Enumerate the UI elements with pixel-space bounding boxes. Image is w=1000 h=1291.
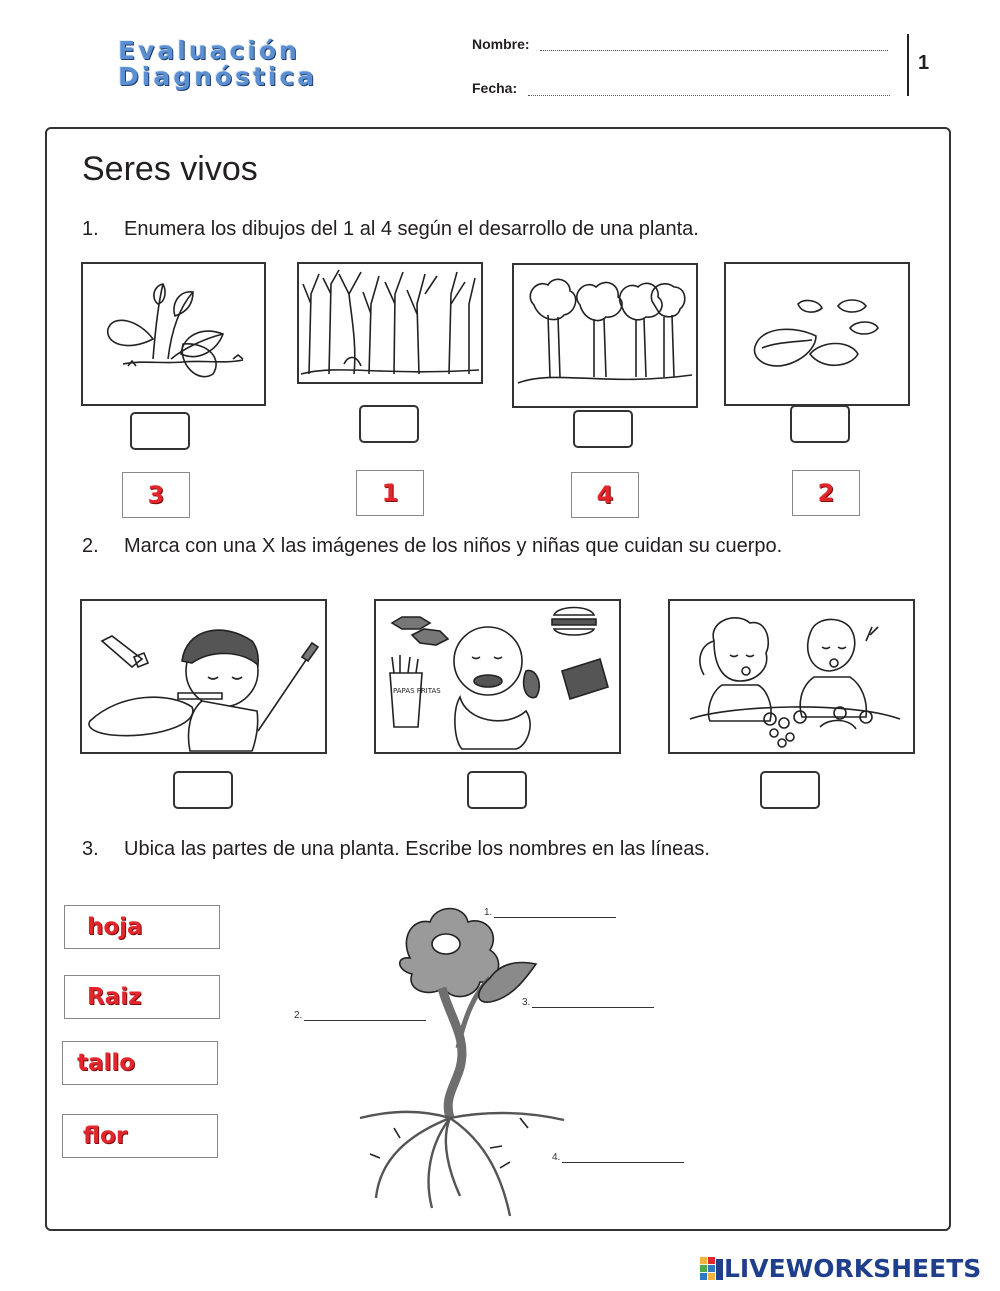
- q1-answer-1[interactable]: 3: [122, 472, 190, 518]
- brand-line-2: Diagnóstica: [118, 62, 318, 91]
- question-2-text: Marca con una X las imágenes de los niños y niñas que cuidan su cuerpo.: [124, 535, 783, 557]
- question-3-number: 3.: [82, 838, 99, 860]
- question-2: [82, 535, 782, 558]
- name-field[interactable]: [540, 50, 888, 51]
- date-field[interactable]: [528, 95, 890, 96]
- brand-line-1: Evaluación: [118, 36, 300, 65]
- bare-trees-icon: [297, 262, 483, 384]
- question-3: [82, 838, 710, 861]
- page-number: 1: [918, 52, 930, 74]
- q1-answer-2[interactable]: 1: [356, 470, 424, 516]
- question-2-number: 2.: [82, 535, 99, 557]
- name-label: Nombre:: [472, 36, 530, 52]
- liveworksheets-logo-icon: [700, 1257, 724, 1281]
- question-1-text: Enumera los dibujos del 1 al 4 según el desarrollo de una planta.: [124, 218, 699, 240]
- plant-line-2[interactable]: [304, 1020, 426, 1021]
- brushing-teeth-icon: [80, 599, 327, 754]
- word-hoja[interactable]: hoja: [64, 905, 220, 949]
- question-3-text: Ubica las partes de una planta. Escribe los nombres en las líneas.: [124, 838, 710, 860]
- plant-diagram: [340, 898, 580, 1228]
- q2-box-1[interactable]: [173, 771, 233, 809]
- q1-box-1[interactable]: [130, 412, 190, 450]
- word-raiz[interactable]: Raiz: [64, 975, 220, 1019]
- q1-box-2[interactable]: [359, 405, 419, 443]
- word-tallo[interactable]: tallo: [62, 1041, 218, 1085]
- header-divider: [907, 34, 909, 96]
- brand-title: [118, 38, 338, 90]
- q2-box-2[interactable]: [467, 771, 527, 809]
- seeds-icon: [724, 262, 910, 406]
- date-label: Fecha:: [472, 80, 518, 96]
- plant-label-2: 2.: [294, 1010, 303, 1021]
- q1-answer-4[interactable]: 2: [792, 470, 860, 516]
- plant-line-3[interactable]: [532, 1007, 654, 1008]
- plant-label-1: 1.: [484, 907, 493, 918]
- leafy-trees-icon: [512, 263, 698, 408]
- sprout-icon: [81, 262, 266, 406]
- plant-label-3: 3.: [522, 997, 531, 1008]
- question-1: [82, 218, 699, 241]
- plant-label-4: 4.: [552, 1152, 561, 1163]
- footer-brand: [700, 1254, 981, 1284]
- word-flor[interactable]: flor: [62, 1114, 218, 1158]
- chips-caption: PAPAS FRITAS: [393, 687, 441, 695]
- junk-food-icon: [374, 599, 621, 754]
- q1-box-3[interactable]: [573, 410, 633, 448]
- footer-brand-text: LIVEWORKSHEETS: [724, 1254, 982, 1283]
- q2-box-3[interactable]: [760, 771, 820, 809]
- q1-answer-3[interactable]: 4: [571, 472, 639, 518]
- question-1-number: 1.: [82, 218, 99, 240]
- q1-box-4[interactable]: [790, 405, 850, 443]
- eating-fruit-icon: [668, 599, 915, 754]
- plant-line-1[interactable]: [494, 917, 616, 918]
- page-title: Seres vivos: [82, 150, 258, 188]
- plant-line-4[interactable]: [562, 1162, 684, 1163]
